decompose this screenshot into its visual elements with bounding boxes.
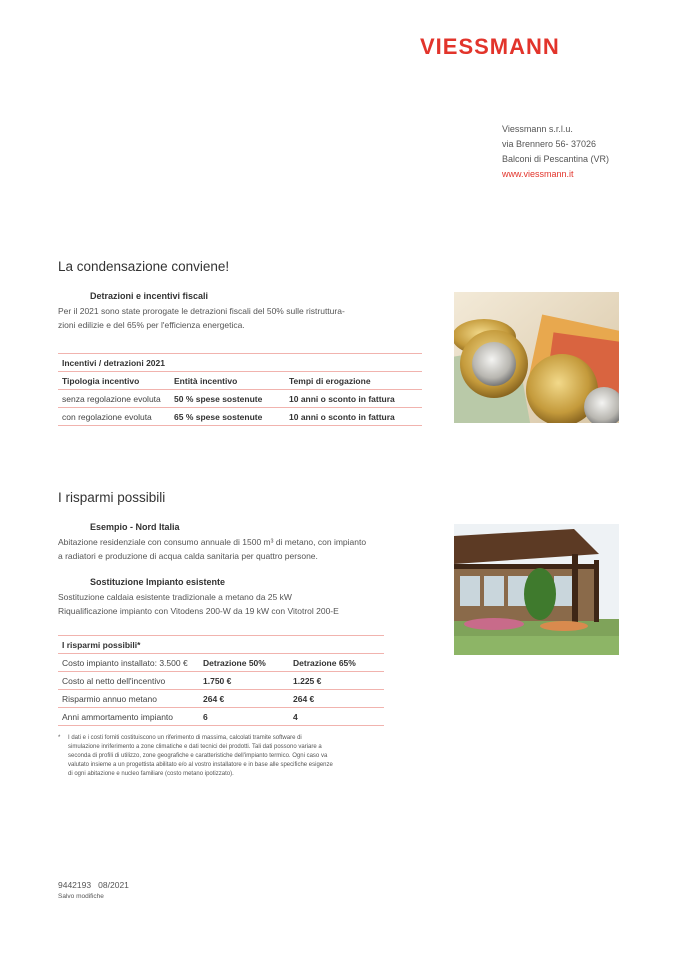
example-line-1: Abitazione residenziale con consumo annuale di 1500 m³ di metano, con impianto [58,537,367,547]
subtitle-detrazioni: Detrazioni e incentivi fiscali [90,291,209,301]
table-cell: Risparmio annuo metano [58,690,199,708]
table-header-row [58,372,422,390]
table-cell: Costo impianto installato: 3.500 € [58,654,199,672]
table-row [58,390,422,408]
table-row [58,690,384,708]
table-caption: I risparmi possibili* [58,636,384,654]
table-cell: 4 [289,708,384,726]
document-number: 9442193 08/2021 [58,880,129,890]
replacement-paragraph [58,590,438,618]
intro-line-1: Per il 2021 sono state prorogate le detrazioni fiscali del 50% sulle ristruttura- [58,306,345,316]
table-row [58,708,384,726]
table-cell: 1.750 € [199,672,289,690]
house-photo [454,524,619,655]
table-cell: Detrazione 50% [199,654,289,672]
table-cell: senza regolazione evoluta [58,390,170,408]
savings-table [58,635,384,726]
address-company: Viessmann s.r.l.u. [502,124,573,134]
table-cell: 10 anni o sconto in fattura [285,408,422,426]
footnote-text [68,734,398,779]
table-cell: Anni ammortamento impianto [58,708,199,726]
subtitle-sostituzione: Sostituzione Impianto esistente [90,577,226,587]
footnote-line: di ogni abitazione e nucleo familiare (costo metano ipotizzato). [68,771,234,777]
document-note: Salvo modifiche [58,893,104,900]
intro-line-2: zioni edilizie e del 65% per l'efficienza energetica. [58,320,245,330]
subtitle-esempio: Esempio - Nord Italia [90,522,180,532]
header-cell: Tipologia incentivo [58,372,170,390]
section-title-risparmi: I risparmi possibili [58,490,166,505]
footnote-line: seconda di profili di utilizzo, zone geografiche e caratteristiche dell'impianto termico. Ogni caso va [68,753,328,759]
table-cell: con regolazione evoluta [58,408,170,426]
replacement-line-1: Sostituzione caldaia esistente tradizionale a metano da 25 kW [58,592,292,602]
intro-paragraph [58,304,428,332]
footnote-line: simulazione inriferimento a zone climatiche e dati tecnici dei prodotti. Tali dati possono variare a [68,744,322,750]
address-city: Balconi di Pescantina (VR) [502,154,610,164]
table-row [58,408,422,426]
example-paragraph [58,535,438,563]
table-cell: Detrazione 65% [289,654,384,672]
table-cell: 65 % spese sostenute [170,408,285,426]
company-address [502,122,609,182]
incentives-table [58,353,422,426]
footnote-line: valutato insieme a un progettista abilitato e/o al vostro installatore e in base alle specifiche esigenze [68,762,333,768]
table-row [58,672,384,690]
footnote-line: I dati e i costi forniti costituiscono un riferimento di massima, calcolati tramite software di [68,735,302,741]
table-caption-row [58,354,422,372]
table-cell: 50 % spese sostenute [170,390,285,408]
section-title-condensazione: La condensazione conviene! [58,259,230,274]
footnote-marker: * [58,735,61,741]
website-link[interactable]: www.viessmann.it [502,169,574,179]
table-cell: Costo al netto dell'incentivo [58,672,199,690]
viessmann-logo [420,30,575,68]
coins-photo [454,292,619,423]
header-cell: Entità incentivo [170,372,285,390]
table-caption: Incentivi / detrazioni 2021 [58,354,422,372]
table-caption-row [58,636,384,654]
table-cell: 1.225 € [289,672,384,690]
table-cell: 264 € [289,690,384,708]
replacement-line-2: Riqualificazione impianto con Vitodens 200-W da 19 kW con Vitotrol 200-E [58,606,339,616]
table-cell: 6 [199,708,289,726]
table-cell: 10 anni o sconto in fattura [285,390,422,408]
example-line-2: a radiatori e produzione di acqua calda sanitaria per quattro persone. [58,551,318,561]
table-cell: 264 € [199,690,289,708]
header-cell: Tempi di erogazione [285,372,422,390]
address-street: via Brennero 56- 37026 [502,139,597,149]
logo-text: VIESSMANN [420,34,560,59]
table-row [58,654,384,672]
